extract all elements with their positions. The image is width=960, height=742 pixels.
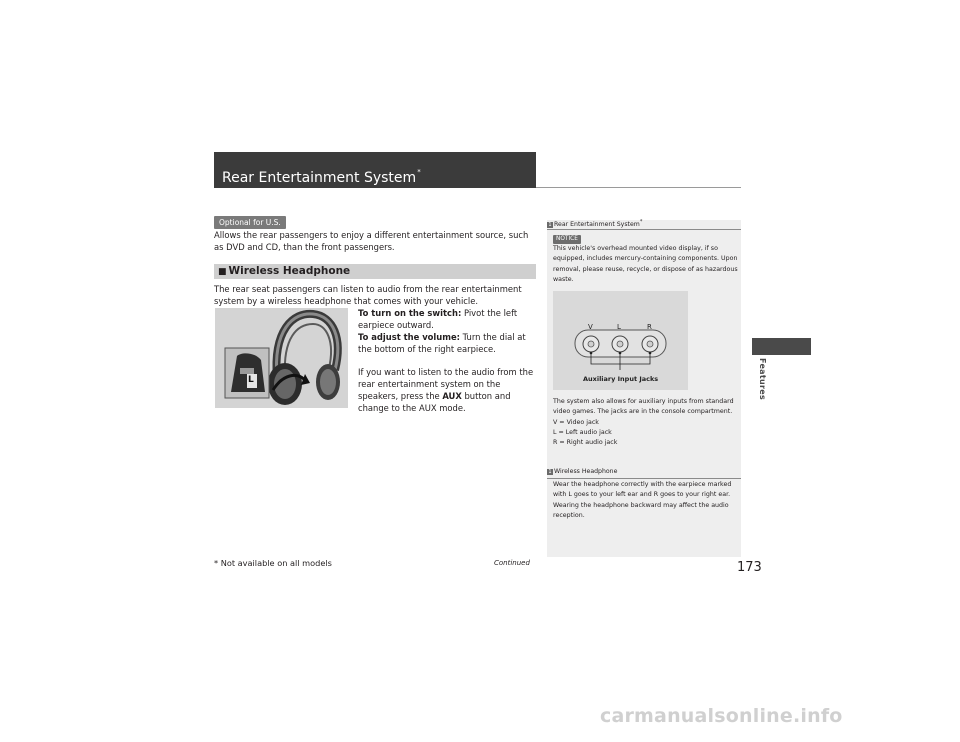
optional-tag: Optional for U.S. xyxy=(214,216,286,229)
spacer xyxy=(358,355,538,366)
photo-l-letter: L xyxy=(248,375,254,385)
subheading-text: Wireless Headphone xyxy=(228,265,351,277)
step2-text: Turn the dial at the bottom of the right earpiece. xyxy=(358,332,526,354)
title-asterisk: * xyxy=(417,168,421,176)
step-turn-on xyxy=(358,307,538,331)
jack-label-l: L xyxy=(617,323,621,331)
page-number: 173 xyxy=(737,560,762,575)
jacks-caption: Auxiliary Input Jacks xyxy=(583,375,659,383)
aux-button-label: AUX xyxy=(442,391,462,401)
step2-label: To adjust the volume: xyxy=(358,332,461,342)
intro-paragraph: Allows the rear passengers to enjoy a different entertainment source, such as DVD and CD, than the front passengers. xyxy=(214,230,529,252)
aux-inputs-text xyxy=(553,397,738,448)
aux-inputs-line: The system also allows for auxiliary inputs from standard video games. The jacks are in the console compartment. xyxy=(553,398,734,416)
jack-label-r: R xyxy=(647,323,652,331)
page-title-text: Rear Entertainment System xyxy=(222,170,417,186)
page-title xyxy=(222,170,421,186)
jack-legend-r: R = Right audio jack xyxy=(553,439,618,447)
subheading-square-icon: ■ xyxy=(218,267,227,277)
note2-text: Wear the headphone correctly with the earpiece marked with L goes to your left ear and R goes to your right ear. Wearing the headphone backward may affect the audio reception. xyxy=(553,481,732,519)
headphone-illustration xyxy=(215,308,348,408)
section-tab-label: Features xyxy=(758,358,767,401)
steps-block xyxy=(358,307,538,414)
jack-legend-l: L = Left audio jack xyxy=(553,428,612,436)
note1-asterisk: * xyxy=(639,219,643,225)
watermark: carmanualsonline.info xyxy=(600,705,843,727)
note1-heading-text: Rear Entertainment System xyxy=(554,221,640,229)
continued-label: Continued xyxy=(494,559,530,567)
title-rule xyxy=(536,187,741,188)
notice-text: This vehicle's overhead mounted video display, if so equipped, includes mercury-containing components. Upon removal, please reuse, recycle, or dispose of as hazardous waste. xyxy=(553,245,738,283)
aux-post: button and change to the AUX mode. xyxy=(358,391,511,413)
section-tab[interactable] xyxy=(752,338,811,355)
step-volume xyxy=(358,331,538,355)
aux-jacks-diagram xyxy=(553,291,688,390)
note1-rule xyxy=(547,229,741,230)
aux-pre: If you want to listen to the audio from the rear entertainment system on the speakers, press the xyxy=(358,367,534,401)
note2-heading-text: Wireless Headphone xyxy=(554,468,618,475)
note-rear-entertainment-heading xyxy=(547,219,642,228)
headphone-photo xyxy=(215,308,348,408)
step1-text: Pivot the left earpiece outward. xyxy=(358,308,518,330)
notice-badge: NOTICE xyxy=(553,235,581,244)
subheading xyxy=(218,265,350,277)
aux-instructions xyxy=(358,366,538,414)
body-paragraph: The rear seat passengers can listen to audio from the rear entertainment system by a wireless headphone that comes with your vehicle. xyxy=(214,284,522,306)
jack-label-v: V xyxy=(588,323,593,331)
footnote: * Not available on all models xyxy=(214,558,332,568)
reference-icon: 1 xyxy=(548,222,552,229)
reference-icon: 1 xyxy=(548,469,552,475)
note2-rule xyxy=(547,478,741,479)
note-wireless-headphone-heading xyxy=(547,468,617,475)
jack-legend-v: V = Video jack xyxy=(553,418,599,426)
step1-label: To turn on the switch: xyxy=(358,308,462,318)
